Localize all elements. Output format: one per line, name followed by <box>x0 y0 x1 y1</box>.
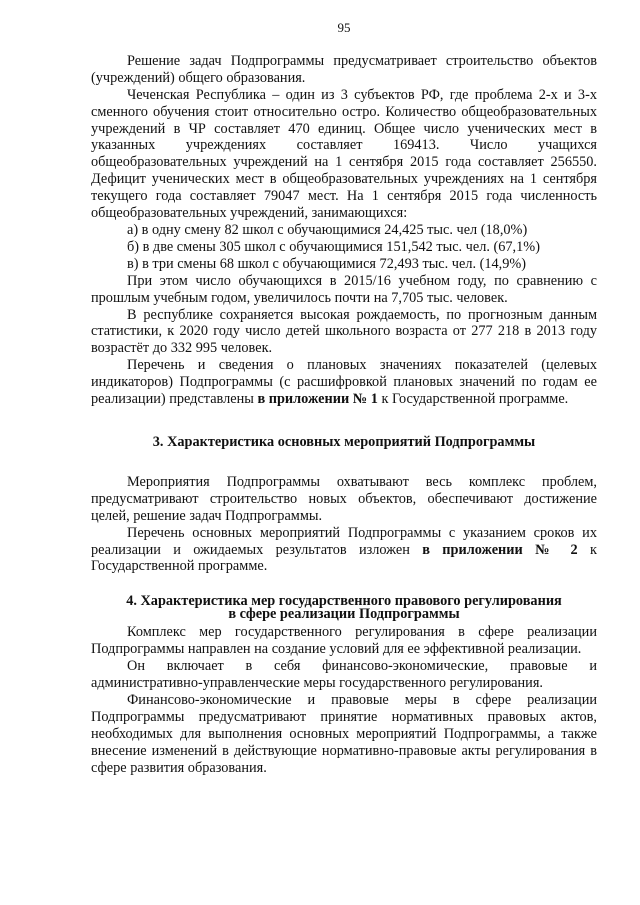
paragraph-regulation-financial: Финансово-экономические и правовые меры в сфере реализации Подпрограммы предусматривают принятие нормативных правовых актов, необходимых для выполнения основных мероприятий Подпрограммы, а также внесение изменений в действующие нормативно-правовые акты регулирования в сфере развития образования. <box>91 692 597 776</box>
paragraph-activities-list-text: Перечень основных мероприятий Подпрограммы с указанием сроков их реализации и ожидаемых результатов изложен <box>91 524 597 558</box>
document-page <box>91 20 597 777</box>
list-item-one-shift: а) в одну смену 82 школ с обучающимися 24,425 тыс. чел (18,0%) <box>127 221 528 238</box>
paragraph-activities: Мероприятия Подпрограммы охватывают весь комплекс проблем, предусматривают строительство новых объектов, обеспечивают достижение целей, решение задач Подпрограммы. <box>91 473 597 524</box>
list-item-three-shifts: в) в три смены 68 школ с обучающимися 72,493 тыс. чел. (14,9%) <box>127 255 527 272</box>
paragraph-birth-rate: В республике сохраняется высокая рождаемость, по прогнозным данным статистики, к 2020 году число детей школьного возраста от 277 218 в 2013 году возрастёт до 332 995 человек. <box>91 306 597 357</box>
paragraph-tasks: Решение задач Подпрограммы предусматривает строительство объектов (учреждений) общего образования. <box>91 52 597 86</box>
paragraph-regulation-includes: Он включает в себя финансово-экономические, правовые и административно-управленческие меры государственного регулирования. <box>91 658 597 692</box>
appendix-2-reference: в приложении № 2 <box>422 541 578 558</box>
paragraph-students-increase: При этом число обучающихся в 2015/16 учебном году, по сравнению с прошлым учебным годом, увеличилось почти на 7,705 тыс. человек. <box>91 272 597 306</box>
paragraph-regulation-complex: Комплекс мер государственного регулирования в сфере реализации Подпрограммы направлен на создание условий для ее эффективной реализации. <box>91 624 597 658</box>
paragraph-chechen-republic: Чеченская Республика – один из 3 субъектов РФ, где проблема 2-х и 3-х сменного обучения стоит относительно остро. Количество общеобразовательных учреждений в ЧР составляет 470 единиц. Общее число ученических мест в указанных учреждениях составляет 169413. Число учащихся общеобразовательных учреждений на 1 сентября 2015 года составляет 256550. Дефицит ученических мест в общеобразовательных учреждениях на 1 сентября текущего года составляет 79047 мест. На 1 сентября 2015 года численность общеобразовательных учреждений, занимающихся: <box>91 86 597 222</box>
paragraph-activities-list-tail: к Государственной программе. <box>91 541 597 575</box>
list-item-two-shifts: б) в две смены 305 школ с обучающимися 151,542 тыс. чел. (67,1%) <box>127 238 540 255</box>
paragraph-indicators <box>91 357 597 408</box>
paragraph-indicators-text: Перечень и сведения о плановых значениях показателей (целевых индикаторов) Подпрограммы (с расшифровкой плановых значений по годам ее реализации) представлены <box>91 357 597 408</box>
paragraph-activities-list <box>91 525 597 576</box>
paragraph-indicators-tail: к Государственной программе. <box>377 391 569 408</box>
appendix-1-reference: в приложении № 1 <box>257 391 378 408</box>
section-4-heading <box>91 595 597 621</box>
section-3-heading: 3. Характеристика основных мероприятий Подпрограммы <box>152 433 536 450</box>
page-number: 95 <box>337 20 351 35</box>
section-4-heading-line1: 4. Характеристика мер государственного правового регулирования <box>126 593 562 610</box>
section-4-heading-line2: в сфере реализации Подпрограммы <box>228 606 460 623</box>
